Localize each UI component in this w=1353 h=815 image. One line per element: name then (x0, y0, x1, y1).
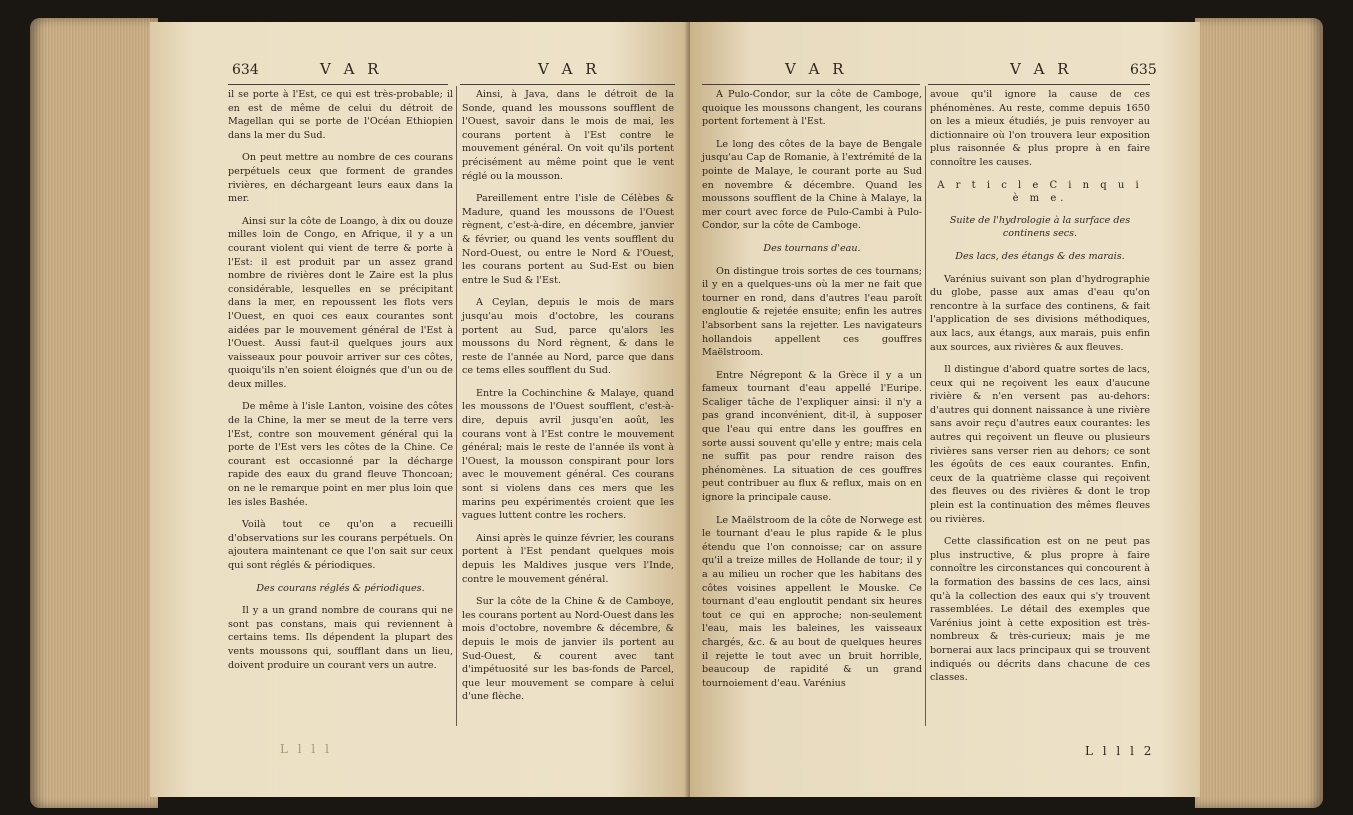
paragraph: Ainsi après le quinze février, les courans portent à l'Est pendant quelques mois depuis les Maldives jusque vers l'Inde, contre le mouvement général. (462, 532, 674, 585)
paragraph: On peut mettre au nombre de ces courans perpétuels ceux que forment de grandes rivières, en déchargeant leurs eaux dans la mer. (228, 152, 453, 205)
paragraph: Le Maëlstroom de la côte de Norwege est le tournant d'eau le plus rapide & le plus étendu que l'on connoisse; car on assure qu'il a treize milles de Hollande de tour; il y a au milieu un rocher que les habitans des côtes voisines appellent le Mouske. Ce tournant d'eau engloutit pendant six heures tout ce qui en approche; non-seulement l'eau, mais les baleines, les vaisseaux chargés, &c. & au bout de quelques heures il rejette le tout avec un bruit horrible, beaucoup de rapidité & un grand tournoiement d'eau. Varénius (702, 514, 922, 689)
right-header-rule-1 (702, 84, 920, 85)
left-ghost-signature: L l l l (280, 742, 332, 756)
paragraph: Cette classification est on ne peut pas plus instructive, & plus propre à faire connoître les circonstances qui concourent à la formation des bassins de ces lacs, ainsi qu'à la collection des eaux qui s'y trouvent rassemblées. Le détail des exemples que Varénius joint à cette exposition est très-nombreux & très-curieux; mais je me bornerai aux lacs principaux qui se trouvent indiqués ou décrits dans chacune de ces classes. (930, 536, 1150, 684)
paragraph: Ainsi sur la côte de Loango, à dix ou douze milles loin de Congo, en Afrique, il y a un courant violent qui vient de terre & porte à l'Est: il est produit par un assez grand nombre de rivières dont le Zaire est la plus considérable, lesquelles en se précipitant dans la mer, en repoussent les flots vers l'Ouest, en quoi ces eaux courantes sont aidées par le mouvement général de l'Est à l'Ouest. Aussi faut-il quelques jours aux vaisseaux pour pouvoir arriver sur ces côtes, quoiqu'ils n'en soient éloignés que d'un ou de deux milles. (228, 215, 453, 390)
paragraph: A Pulo-Condor, sur la côte de Camboge, quoique les moussons changent, les courans portent fortement à l'Est. (702, 89, 922, 128)
right-col1-running-header: V A R (785, 60, 848, 78)
section-subtitle: Des courans réglés & périodiques. (256, 582, 425, 594)
right-header-rule-2 (928, 84, 1150, 85)
section-subtitle: Des lacs, des étangs & des marais. (955, 250, 1125, 262)
paragraph: A Ceylan, depuis le mois de mars jusqu'au mois d'octobre, les courans portent au Sud, parce qu'alors les moussons du Nord règnent, & dans le reste de l'année au Nord, parce que dans ce tems elles soufflent du Sud. (462, 297, 674, 377)
section-subtitle: Suite de l'hydrologie à la surface des continens secs. (949, 214, 1131, 240)
paragraph: Sur la côte de la Chine & de Camboye, les courans portent au Nord-Ouest dans les mois d'octobre, novembre & décembre, & depuis le mois de janvier ils portent au Sud-Ouest, & courent avec tant d'impétuosité sur les bas-fonds de Parcel, que leur mouvement se compare à celui d'une flèche. (462, 596, 674, 703)
paragraph: Voilà tout ce qu'on a recueilli d'observations sur les courans perpétuels. On ajoutera maintenant ce que l'on sait sur ceux qui sont réglés & périodiques. (228, 519, 453, 571)
left-page-running-header: V A R (320, 60, 383, 78)
book-edge-right (1195, 18, 1323, 808)
left-page (150, 22, 690, 797)
paragraph: Il distingue d'abord quatre sortes de lacs, ceux qui ne reçoivent les eaux d'aucune rivière & n'en versent pas au-dehors: d'autres qui donnent naissance à une rivière sans avoir reçu d'autres eaux courantes: les autres qui reçoivent un fleuve ou plusieurs rivières sans verser rien au dehors; ce sont les égoûts de ces eaux courantes. Enfin, ceux de la quatrième classe qui reçoivent des fleuves ou des rivières & dont le trop plein est la continuation des mêmes fleuves ou rivières. (930, 364, 1150, 525)
right-page-running-header: V A R (1010, 60, 1073, 78)
right-column-separator (925, 86, 926, 726)
paragraph: Ainsi, à Java, dans le détroit de la Sonde, quand les moussons soufflent de l'Ouest, savoir dans le mois de mai, les courans portent à l'Est contre le mouvement général. On voit qu'ils portent précisément au même point que le vent réglé ou la mousson. (462, 89, 674, 182)
left-col2-running-header: V A R (538, 60, 601, 78)
left-column-2 (462, 88, 674, 713)
paragraph: Le long des côtes de la baye de Bengale jusqu'au Cap de Romanie, à l'extrémité de la pointe de Malaye, le courant porte au Sud en novembre & décembre. Quand les moussons soufflent de la Chine à Malaye, la mer court avec force de Pulo-Cambi à Pulo-Condor, sur la côte de Camboge. (702, 138, 922, 232)
right-column-2 (930, 88, 1150, 694)
right-page-signature: L l l l 2 (1085, 744, 1155, 758)
paragraph: avoue qu'il ignore la cause de ces phénomènes. Au reste, comme depuis 1650 on les a mieux étudiés, je puis renvoyer au dictionnaire où l'on trouvera leur exposition plus raisonnée & plus propre à en faire connoître les causes. (930, 89, 1150, 168)
paragraph: On distingue trois sortes de ces tournans; il y en a quelques-uns où la mer ne fait que tourner en rond, dans d'autres l'eau paroît engloutie & rejetée ensuite; enfin les autres l'absorbent sans la rejetter. Les navigateurs hollandois appellent ces gouffres Maëlstroom. (702, 265, 922, 359)
paragraph: De même à l'isle Lanton, voisine des côtes de la Chine, la mer se meut de la terre vers l'Est, contre son mouvement général qui la porte de l'Est vers les côtes de la Chine. Ce courant est occasionné par la décharge rapide des eaux du grand fleuve Thoncoan; on ne le remarque point en mer plus loin que les isles Bashée. (228, 401, 453, 508)
paragraph: Pareillement entre l'isle de Célèbes & Madure, quand les moussons de l'Ouest règnent, c'est-à-dire, en décembre, janvier & février, ou quand les vents soufflent du Nord-Ouest, ou entre le Nord & l'Ouest, les courans portent au Sud-Est ou bien entre le Sud & l'Est. (462, 193, 674, 286)
paragraph: Il y a un grand nombre de courans qui ne sont pas constans, mais qui reviennent à certains tems. Ils dépendent la plupart des vents moussons qui, soufflant dans un lieu, doivent produire un courant vers un autre. (228, 605, 453, 671)
section-subtitle: Des tournans d'eau. (763, 242, 861, 254)
article-heading: A r t i c l e C i n q u i è m e. (937, 179, 1143, 205)
left-header-rule-1 (228, 84, 448, 85)
book-edge-left (30, 18, 158, 808)
left-page-number: 634 (232, 62, 259, 78)
paragraph: Varénius suivant son plan d'hydrographie du globe, passe aux amas d'eau qu'on rencontre à la surface des continens, & fait l'application de ses divisions méthodiques, aux lacs, aux étangs, aux marais, puis enfin aux sources, aux rivières & aux fleuves. (930, 273, 1150, 353)
paragraph: Entre Négrepont & la Grèce il y a un fameux tournant d'eau appellé l'Euripe. Scaliger tâche de l'expliquer ainsi: il n'y a pas grand inconvénient, dit-il, à supposer que l'eau qui entre dans les gouffres en sorte aussi souvent qu'elle y entre; mais cela ne suffit pas pour rendre raison des phénomènes. La situation de ces gouffres peut contribuer au flux & reflux, mais on en ignore la principale cause. (702, 369, 922, 504)
right-page (690, 22, 1200, 797)
right-page-number: 635 (1130, 62, 1157, 78)
paragraph: il se porte à l'Est, ce qui est très-probable; il en est de même de celui du détroit de Magellan qui se porte de l'Océan Ethiopien dans la mer du Sud. (228, 89, 453, 141)
left-column-separator (456, 86, 457, 726)
left-header-rule-2 (460, 84, 675, 85)
paragraph: Entre la Cochinchine & Malaye, quand les moussons de l'Ouest soufflent, c'est-à-dire, depuis avril jusqu'en août, les courans vont à l'Est contre le mouvement général; mais le reste de l'année ils vont à l'Ouest, la mousson conspirant pour lors avec le mouvement général. Ces courans sont si violens dans ces mers que les marins peu expérimentés croient que les vagues luttent contre les rochers. (462, 387, 674, 522)
right-column-1 (702, 88, 922, 699)
left-column-1 (228, 88, 453, 681)
